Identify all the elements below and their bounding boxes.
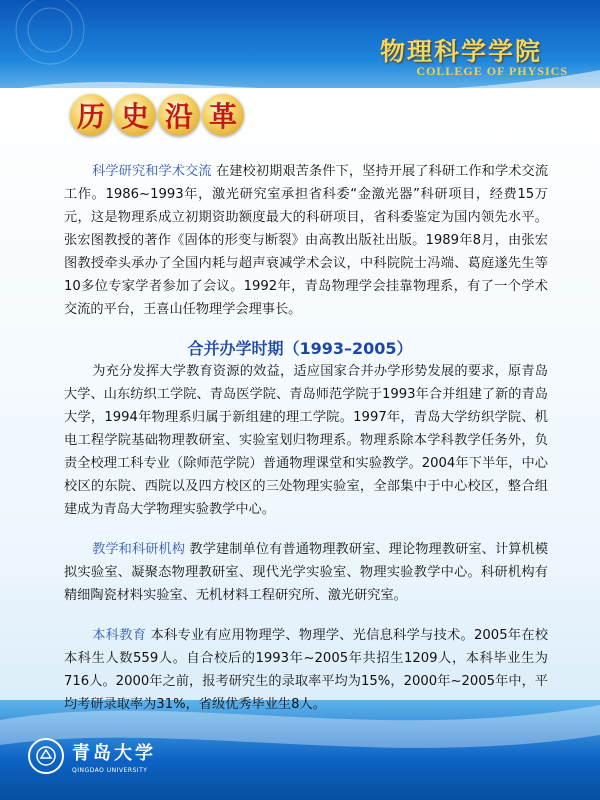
college-name-cn: 物理科学学院 [379,37,542,66]
section-undergrad [64,624,548,716]
section-institutions [64,538,548,607]
college-name-en: COLLEGE OF PHYSICS [416,64,568,78]
section-text: 为充分发挥大学教育资源的效益，适应国家合并办学形势发展的要求，原青岛大学、山东纺织工学院、青岛医学院、青岛师范学院于1993年合并组建了新的青岛大学，1994年物理系归属于新组建的理工学院。1997年，青岛大学纺织学院、机电工程学院基础物理教研室、实验室划归物理系。物理系除本学科教学任务外，负责全校理工科专业（除师范学院）普通物理课堂和实验教学。2004年下半年，中心校区的东院、西院以及四方校区的三处物理实验室，全部集中于中心校区，整合组建成为青岛大学物理实验教学中心。 [64,364,548,517]
section-lead: 教学和科研机构 [92,542,186,557]
section-research [64,160,548,321]
university-logo [28,738,156,774]
section-heading: 合并办学时期（1993–2005） [187,339,413,358]
seal-icon [28,738,64,774]
section-lead: 科学研究和学术交流 [92,164,212,179]
section-merger [64,360,548,521]
title-char: 历 [70,94,112,136]
section-text: 在建校初期艰苦条件下，坚持开展了科研工作和学术交流工作。1986~1993年，激光研究室承担省科委“金激光器”科研项目，经费15万元，这是物理系成立初期资助额度最大的科研项目，省科委鉴定为国内领先水平。张宏图教授的著作《固体的形变与断裂》由高教出版社出版。1989年8月，由张宏图教授牵头承办了全国内耗与超声衰减学术会议，中科院院士冯端、葛庭遂先生等10多位专家学者参加了会议。1992年，青岛物理学会挂靠物理系，有了一个学术交流的平台，王喜山任物理学会理事长。 [64,164,549,317]
title-char: 史 [114,94,156,136]
title-char: 沿 [158,94,200,136]
section-text: 本科专业有应用物理学、物理学、光信息科学与技术。2005年在校本科生人数559人。自合校后的1993年~2005年共招生1209人，本科毕业生为716人。2000年之前，报考研究生的录取率平均为15%，2000年~2005年中，平均考研录取率为31%，省级优秀毕业生8人。 [64,628,549,712]
section-text: 教学建制单位有普通物理教研室、理论物理教研室、计算机模拟实验室、凝聚态物理教研室、现代光学实验室、物理实验教学中心。科研机构有精细陶瓷材料实验室、无机材料工程研究所、激光研究室。 [64,542,549,603]
university-name-cn: 青岛大学 [72,742,156,764]
page-title [70,94,244,136]
university-name-en: QINGDAO UNIVERSITY [72,766,148,774]
title-char: 革 [202,94,244,136]
section-lead: 本科教育 [92,628,147,643]
